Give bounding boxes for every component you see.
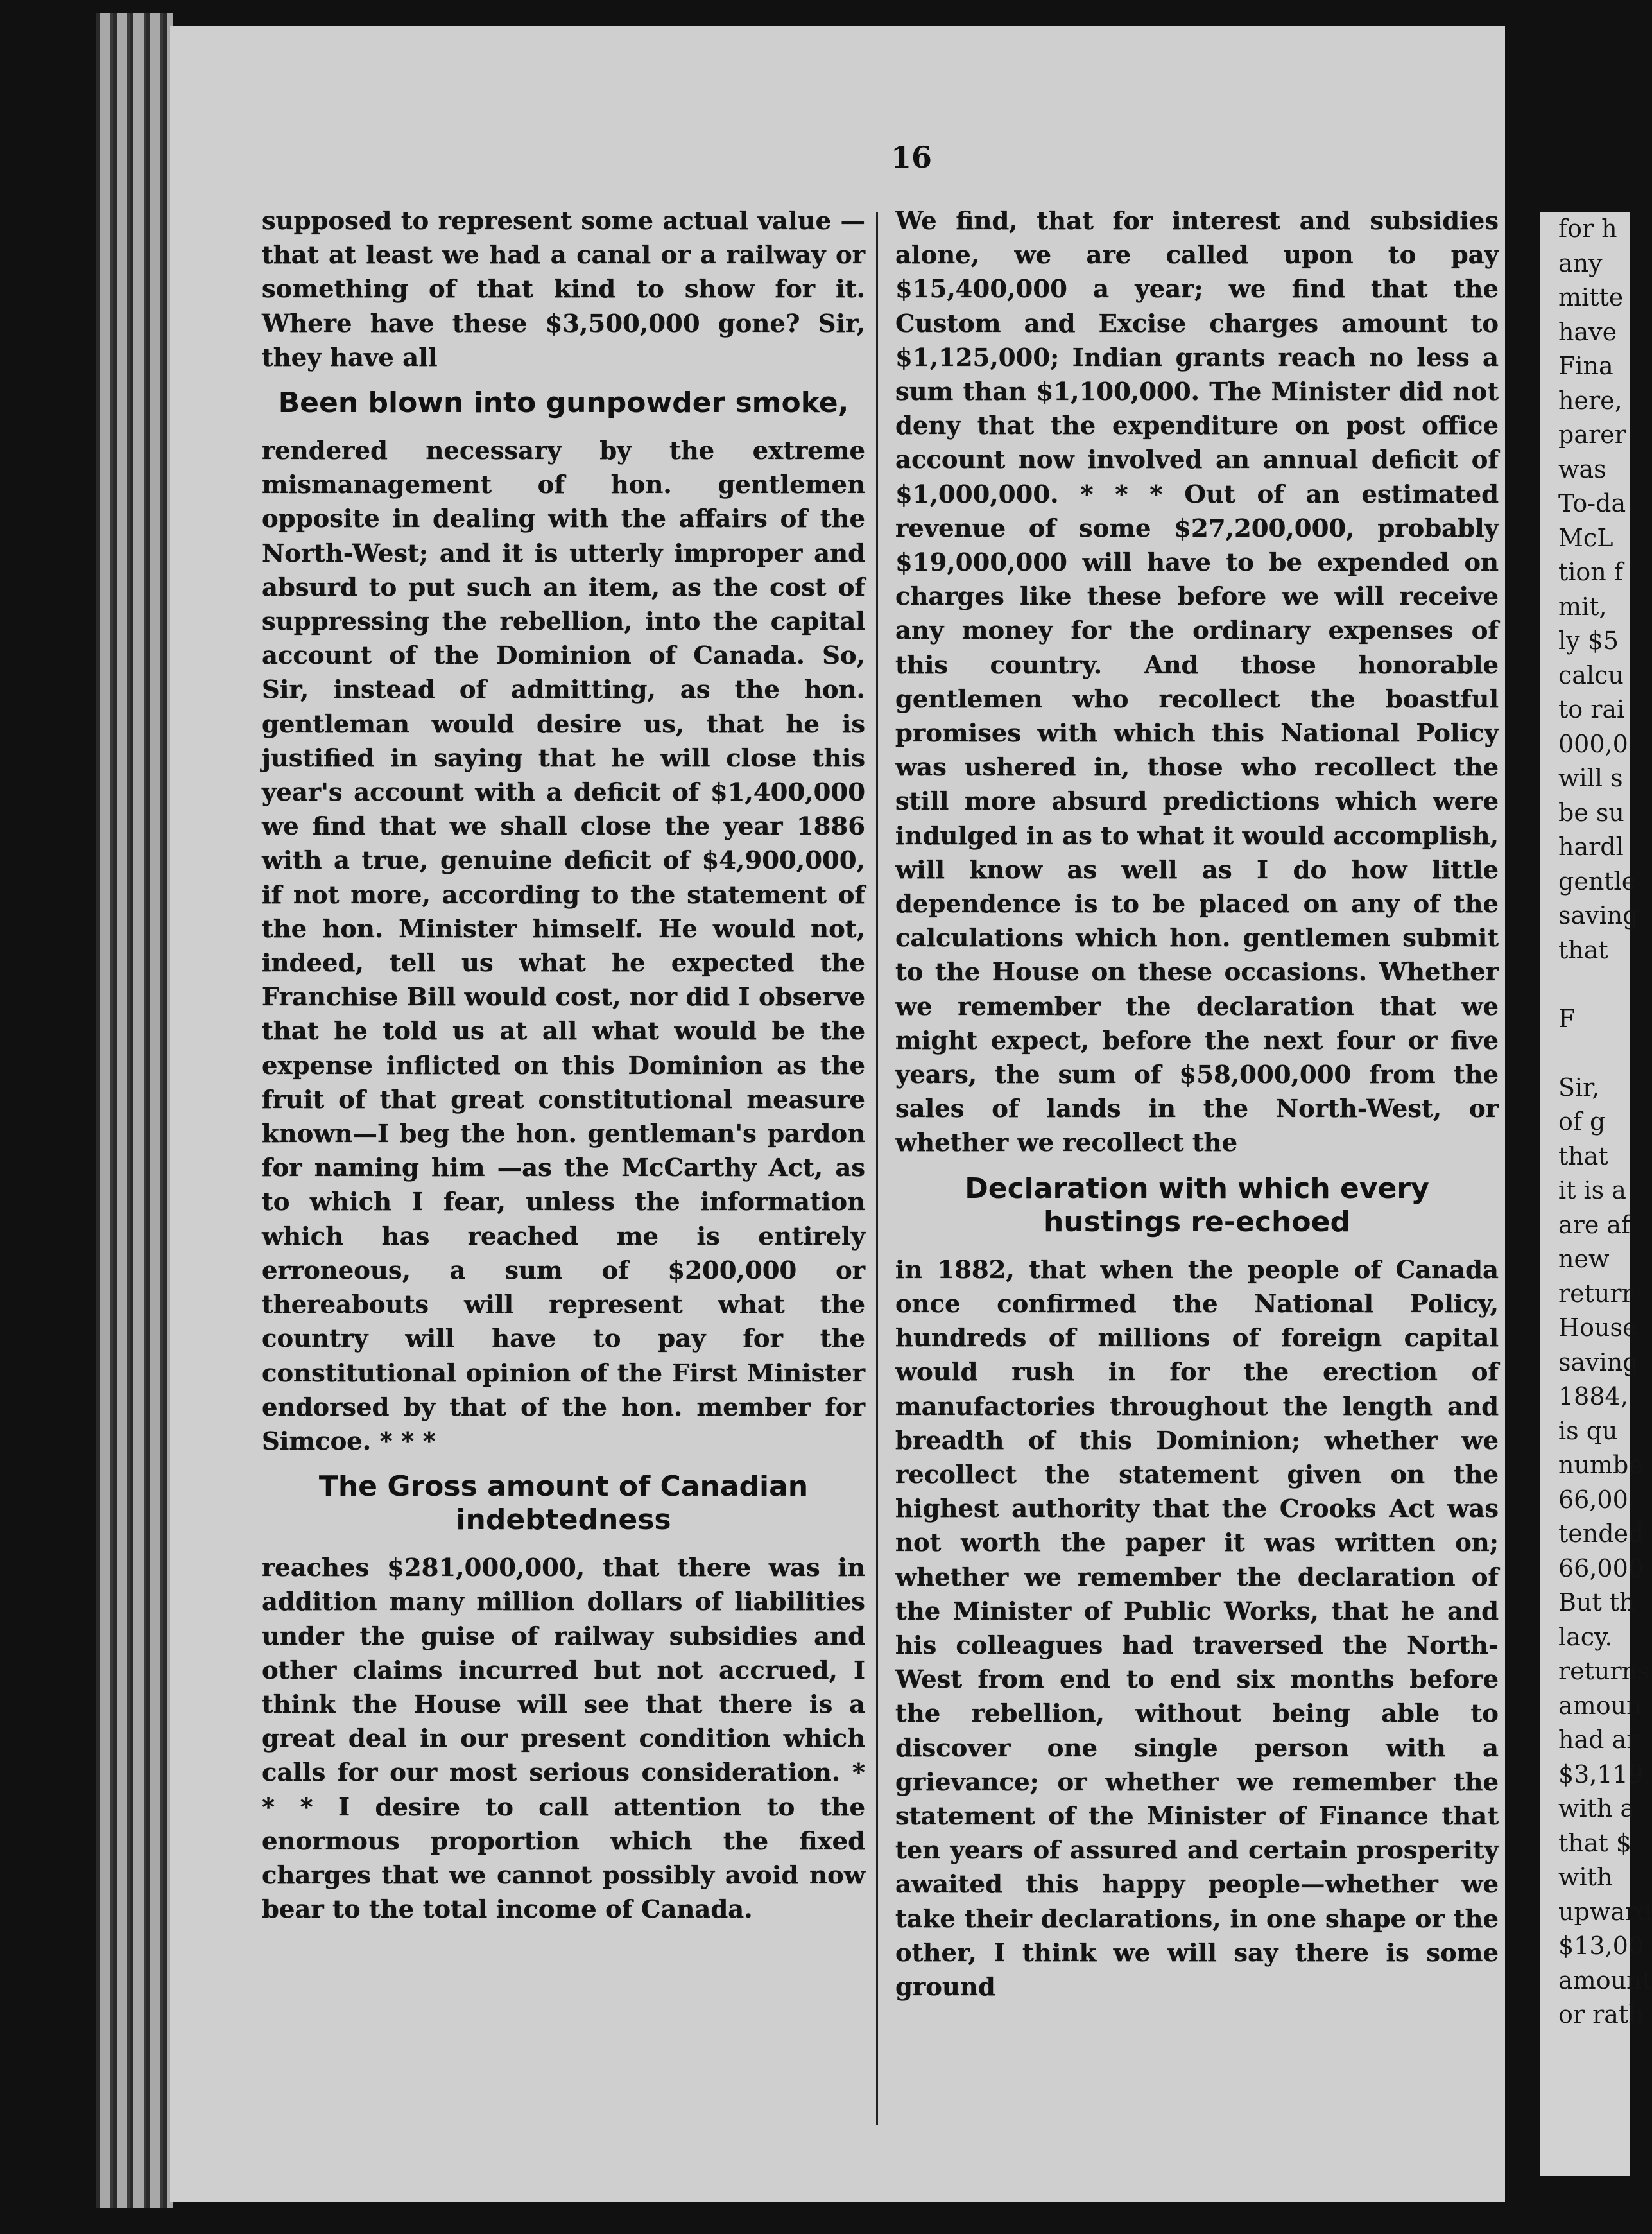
clipped-line [1540,1036,1630,1071]
clipped-line: Sir, [1558,1073,1600,1102]
clipped-line: amoun [1558,1691,1642,1720]
right-column [895,204,1499,2004]
page-number: 16 [890,140,932,175]
clipped-line: McL [1558,523,1613,552]
clipped-line: returns [1558,1657,1650,1685]
clipped-line: $13,00 [1558,1932,1644,1960]
clipped-line: saving [1558,1347,1639,1376]
clipped-line: with a [1558,1794,1635,1823]
column-divider [876,212,878,2125]
clipped-line: with [1558,1863,1613,1891]
clipped-line: Fina [1558,352,1613,380]
clipped-line: gentle [1558,867,1637,896]
clipped-line: $3,119 [1558,1760,1644,1788]
clipped-line: 66,00 [1558,1485,1628,1514]
clipped-line: tended [1558,1520,1644,1548]
clipped-line: have [1558,317,1617,346]
clipped-line: 1884, [1558,1382,1628,1410]
clipped-line: that [1558,1141,1608,1170]
clipped-line: House [1558,1313,1637,1342]
clipped-line: mitte [1558,283,1624,311]
clipped-line: ly $5 [1558,627,1619,655]
left-heading-gunpowder: Been blown into gunpowder smoke, [278,386,849,420]
clipped-line: of g [1558,1107,1606,1136]
clipped-line: saving [1558,901,1639,930]
clipped-line: had ar [1558,1726,1639,1754]
clipped-line: But th [1558,1588,1635,1616]
clipped-line: it is a [1558,1176,1626,1204]
clipped-line: to rai [1558,695,1625,723]
left-paragraph-3: reaches $281,000,000, that there was in addition many million dollars of liabilities under the guise of railway subsidies and other claims incurred but not accrued, I think the House will see that there is a great deal in our present condition which calls for our most serious consideration. * * * I desire to call attention to the enormous proportion which the fixed charges that we cannot possibly avoid now bear to the total income of Canada. [262,1554,865,1925]
clipped-line: To-da [1558,489,1626,517]
clipped-line: be su [1558,798,1624,827]
clipped-line: parer [1558,420,1626,449]
left-column [262,204,865,1927]
clipped-line: that [1558,935,1608,964]
clipped-line: upward [1558,1897,1652,1926]
clipped-line: will s [1558,764,1623,792]
right-heading-declaration: Declaration with which every hustings re-echoed [965,1172,1429,1238]
clipped-line: here, [1558,386,1622,415]
clipped-line: hardl [1558,833,1624,861]
clipped-line: lacy. [1558,1622,1613,1651]
clipped-line: numbe [1558,1451,1643,1479]
clipped-line: new [1558,1245,1610,1273]
clipped-line: tion f [1558,558,1623,586]
clipped-line: amount [1558,1966,1652,1995]
left-paragraph-1: supposed to represent some actual value —that at least we had a canal or a railway or something of that kind to show for it. Where have these $3,500,000 gone? Sir, they have all [262,207,865,372]
right-paragraph-2: in 1882, that when the people of Canada once confirmed the National Policy, hundreds of millions of foreign capital would rush in for the erection of manufactories throughout the length and breadth of this Dominion; whether we recollect the statement given on the highest authority that the Crooks Act was not worth the paper it was written on; whether we remember the declaration of the Minister of Public Works, that he and his colleagues had traversed the North-West from end to end six months before the rebellion, without being able to discover one single person with a grievance; or whether we remember the statement of the Minister of Finance that ten years of assured and certain prosperity awaited this happy people—whether we take their declarations, in one shape or the other, I think we will say there is some ground [895,1255,1499,2002]
clipped-line: F [1558,1004,1576,1033]
stacked-page-edges [96,13,173,2208]
clipped-next-page-column [1540,212,1652,2176]
clipped-line: calcu [1558,661,1624,689]
clipped-line: any [1558,248,1603,277]
left-paragraph-2: rendered necessary by the extreme mismanagement of hon. gentlemen opposite in dealing with the affairs of the North-West; and it is utterly improper and absurd to put such an item, as the cost of suppressing the rebellion, into the capital account of the Dominion of Canada. So, Sir, instead of admitting, as the hon. gentleman would desire us, that he is justified in saying that he will close this year's account with a deficit of $1,400,000 we find that we shall close the year 1886 with a true, genuine deficit of $4,900,000, if not more, according to the statement of the hon. Minister himself. He would not, indeed, tell us what he expected the Franchise Bill would cost, nor did I observe that he told us at all what would be the expense inflicted on this Dominion as the fruit of that great constitutional measure known—I beg the hon. gentleman's pardon for naming him —as the McCarthy Act, as to which I fear, unless the information which has reached me is entirely erroneous, a sum of $200,000 or thereabouts will represent what the country will have to pay for the constitutional opinion of the First Minister endorsed by that of the hon. member for Simcoe. * * * [262,437,865,1456]
clipped-line: mit, [1558,592,1607,621]
clipped-line: or rath [1558,2000,1644,2029]
clipped-line: is qu [1558,1416,1618,1445]
clipped-line: 66,000 [1558,1554,1644,1582]
clipped-line: 000,0 [1558,729,1628,758]
clipped-line: returr [1558,1279,1633,1308]
clipped-line: for h [1558,214,1617,243]
clipped-line [1540,967,1630,1002]
clipped-line: that $ [1558,1828,1631,1857]
clipped-line: was [1558,455,1606,483]
left-heading-indebtedness: The Gross amount of Canadian indebtedness [318,1470,809,1537]
clipped-line: are af [1558,1210,1631,1239]
right-paragraph-1: We find, that for interest and subsidies alone, we are called upon to pay $15,400,000 a year; we find that the Custom and Excise charges amount to $1,125,000; Indian grants reach no less a sum than $1,100,000. The Minister did not deny that the expenditure on post office account now involved an annual deficit of $1,000,000. * * * Out of an estimated revenue of some $27,200,000, probably $19,000,000 will have to be expended on charges like these before we will receive any money for the ordinary expenses of this country. And those honorable gentlemen who recollect the boastful promises with which this National Policy was ushered in, those who recollect the still more absurd predictions which were indulged in as to what it would accomplish, will know as well as I do how little dependence is to be placed on any of the calculations which hon. gentlemen submit to the House on these occasions. Whether we remember the declaration that we might expect, before the next four or five years, the sum of $58,000,000 from the sales of lands in the North-West, or whether we recollect the [895,207,1499,1158]
